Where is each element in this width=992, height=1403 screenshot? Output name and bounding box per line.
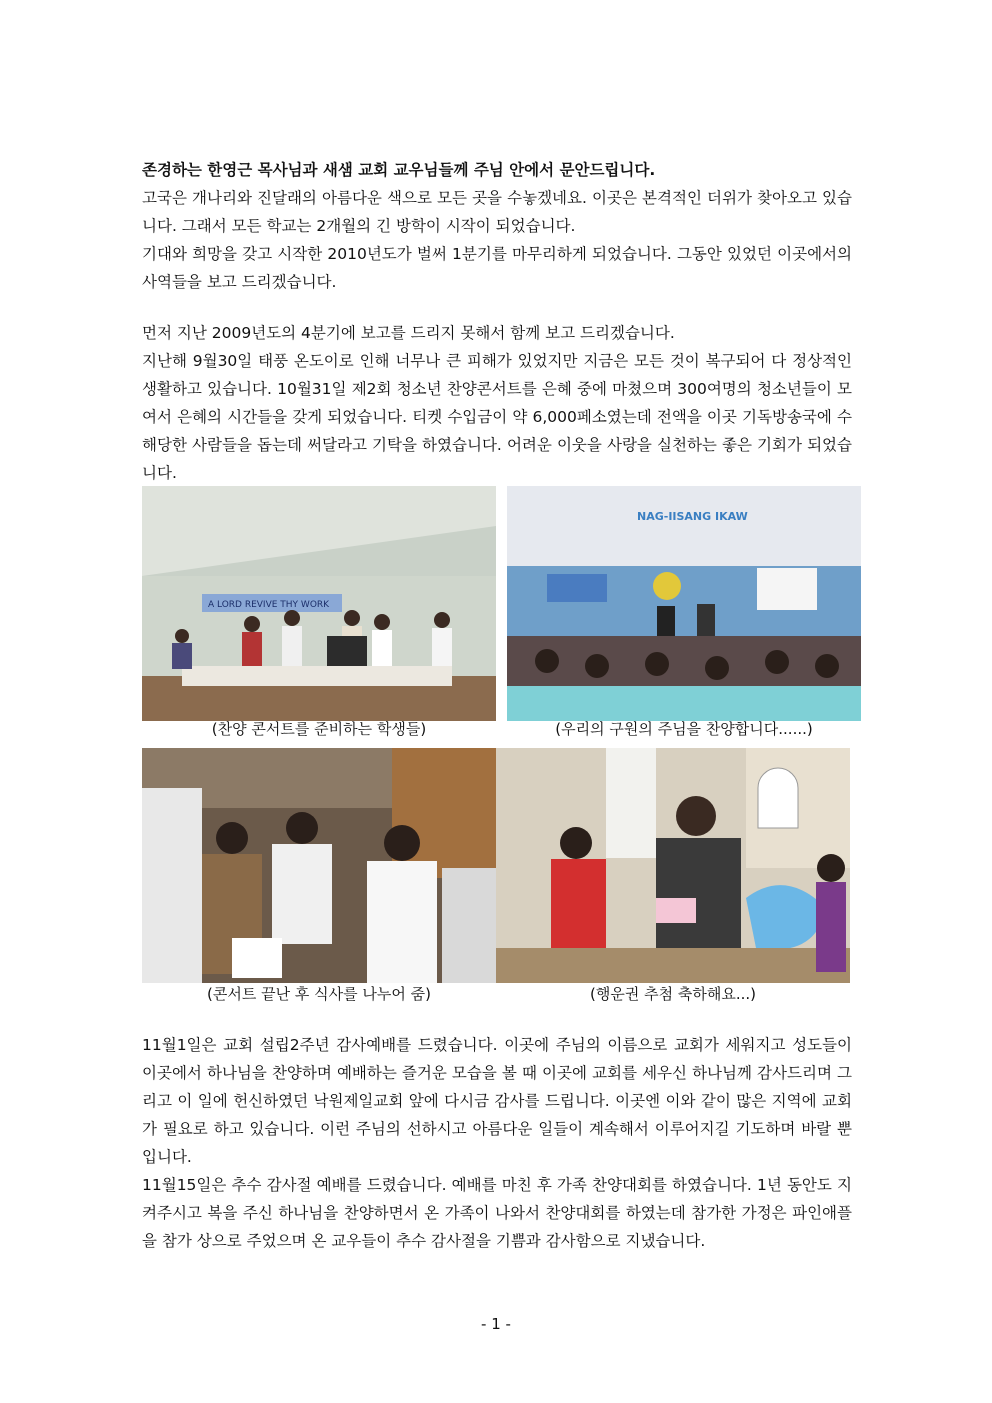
- photo-concert-rehearsal: [142, 486, 496, 721]
- paragraph-report-intro: 먼저 지난 2009년도의 4분기에 보고를 드리지 못해서 함께 보고 드리겠습니다.: [142, 324, 675, 342]
- caption-photo-4: (행운권 추첨 축하해요...): [590, 985, 756, 1003]
- report-section: [142, 319, 852, 487]
- photo-praise-stage: [507, 486, 861, 721]
- paragraph-thanksgiving: 11월15일은 추수 감사절 예배를 드렸습니다. 예배를 마친 후 가족 찬양대회를 하였습니다. 1년 동안도 지켜주시고 복을 주신 하나님을 찬양하면서 온 가족이 나와서 찬양대회를 하였는데 참가한 가정은 파인애플을 참가 상으로 주었으며 온 교우들이 추수 감사절을 기쁨과 감사함으로 지냈습니다.: [142, 1176, 852, 1250]
- page-number: - 1 -: [481, 1315, 511, 1333]
- paragraph-season: 고국은 개나리와 진달래의 아름다운 색으로 모든 곳을 수놓겠네요. 이곳은 본격적인 더위가 찾아오고 있습니다. 그래서 모든 학교는 2개월의 긴 방학이 시작이 되었습니다.: [142, 189, 852, 235]
- caption-photo-1: (찬양 콘서트를 준비하는 학생들): [211, 720, 427, 738]
- banner-text-2: NAG-IISANG IKAW: [637, 510, 748, 523]
- caption-photo-3: (콘서트 끝난 후 식사를 나누어 줌): [207, 985, 431, 1003]
- caption-photo-2: (우리의 구원의 주님을 찬양합니다......): [555, 720, 813, 738]
- paragraph-typhoon-concert: 지난해 9월30일 태풍 온도이로 인해 너무나 큰 피해가 있었지만 지금은 모든 것이 복구되어 다 정상적인 생활하고 있습니다. 10월31일 제2회 청소년 찬양콘서트를 은혜 중에 마쳤으며 300여명의 청소년들이 모여서 은혜의 시간들을 갖게 되었습니다. 티켓 수입금이 약 6,000페소였는데 전액을 이곳 기독방송국에 수해당한 사람들을 돕는데 써달라고 기탁을 하였습니다. 어려운 이웃을 사랑을 실천하는 좋은 기회가 되었습니다.: [142, 352, 852, 482]
- photo-meal-sharing: [142, 748, 496, 983]
- paragraph-anniversary: 11월1일은 교회 설립2주년 감사예배를 드렸습니다. 이곳에 주님의 이름으로 교회가 세워지고 성도들이 이곳에서 하나님을 찬양하며 예배하는 즐거운 모습을 볼 때 이곳에 교회를 세우신 하나님께 감사드리며 그리고 이 일에 헌신하였던 낙원제일교회 앞에 다시금 감사를 드립니다. 이곳엔 이와 같이 많은 지역에 교회가 필요로 하고 있습니다. 이런 주님의 선하시고 아름다운 일들이 계속해서 이루어지길 기도하며 바랄 뿐입니다.: [142, 1036, 852, 1166]
- paragraph-intro: 기대와 희망을 갖고 시작한 2010년도가 벌써 1분기를 마무리하게 되었습니다. 그동안 있었던 이곳에서의 사역들을 보고 드리겠습니다.: [142, 245, 852, 291]
- photo-lucky-draw: [496, 748, 850, 983]
- letter-greeting: 존경하는 한영근 목사님과 새샘 교회 교우님들께 주님 안에서 문안드립니다.: [142, 161, 656, 179]
- anniversary-section: [142, 1031, 852, 1255]
- banner-text-1: A LORD REVIVE THY WORK: [208, 600, 330, 610]
- intro-section: [142, 156, 852, 296]
